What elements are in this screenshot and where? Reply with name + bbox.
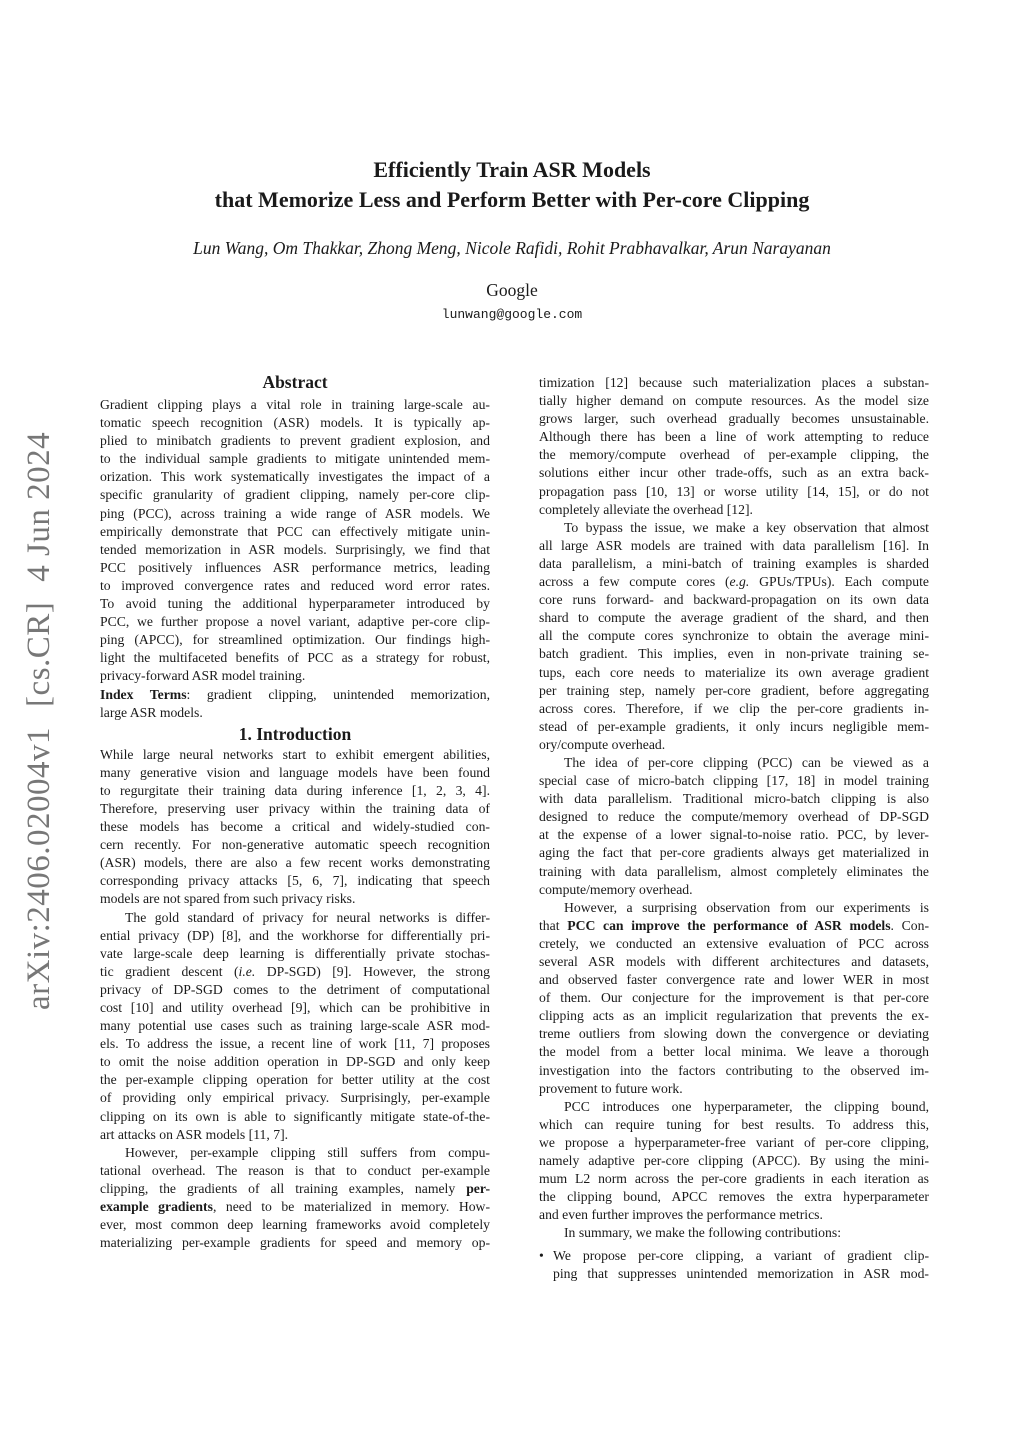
- text-line: cern recently. For non-generative automatic speech recognition: [100, 837, 490, 853]
- text-line: propagation pass [10, 13] or worse utility [14, 15], or do not: [539, 483, 929, 499]
- text-line: with data parallelism. Traditional micro-batch clipping is also: [539, 791, 929, 807]
- contribution-bullet: [539, 1247, 929, 1283]
- arxiv-stamp: [18, 410, 60, 1010]
- index-terms-cont: large ASR models.: [100, 704, 203, 720]
- text-line: the per-example clipping operation for better utility at the cost: [100, 1072, 490, 1088]
- text-line: PCC introduces one hyperparameter, the clipping bound,: [564, 1098, 929, 1114]
- text-line: aging the fact that per-core gradients always get materialized in: [539, 845, 929, 861]
- text-line: core runs forward- and backward-propagation on its own data: [539, 592, 929, 608]
- text-line: art attacks on ASR models [11, 7].: [100, 1126, 289, 1142]
- text-line: Therefore, preserving user privacy within the training data of: [100, 800, 490, 816]
- text-line: grows larger, such overhead gradually becomes unsustainable.: [539, 411, 929, 427]
- abstract-line: tended memorization in ASR models. Surprisingly, we find that: [100, 541, 490, 557]
- text-line: However, a surprising observation from our experiments is: [564, 899, 929, 915]
- text-line: mum L2 norm across the per-core gradients in each iteration as: [539, 1171, 929, 1187]
- text-line: of them. Our conjecture for the improvement is that per-core: [539, 990, 929, 1006]
- abstract-line: specific granularity of gradient clipping, namely per-core clip-: [100, 487, 490, 503]
- right-column: [539, 374, 929, 1283]
- text-line: ping that suppresses unintended memorization in ASR mod-: [553, 1265, 929, 1281]
- abstract-line: tomatic speech recognition (ASR) models. It is typically ap-: [100, 415, 490, 431]
- bullet-icon: •: [539, 1247, 544, 1263]
- text-line: many potential use cases such as training large-scale ASR mod-: [100, 1018, 490, 1034]
- text-line: clipping, the gradients of all training examples, namely per-: [100, 1180, 490, 1196]
- text-line: data parallelism, a mini-batch of training examples is sharded: [539, 555, 929, 571]
- text-line: to regurgitate their training data during inference [1, 2, 3, 4].: [100, 782, 490, 798]
- abstract-line: Gradient clipping plays a vital role in training large-scale au-: [100, 397, 490, 412]
- text-line: To bypass the issue, we make a key observation that almost: [564, 519, 929, 535]
- arxiv-id: arXiv:2406.02004v1: [21, 726, 57, 1010]
- text-line: clipping on its own is able to significantly mitigate state-of-the-: [100, 1108, 490, 1124]
- text-line: across a few compute cores (e.g. GPUs/TPUs). Each compute: [539, 574, 929, 590]
- text-line: cost [10] and utility overhead [9], which can be prohibitive in: [100, 1000, 490, 1015]
- text-line: corresponding privacy attacks [5, 6, 7], indicating that speech: [100, 873, 490, 889]
- text-line: materializing per-example gradients for speed and memory op-: [100, 1235, 490, 1251]
- text-line: tational overhead. The reason is that to conduct per-example: [100, 1162, 490, 1178]
- abstract-line: ping (PCC), across training a wide range of ASR models. We: [100, 505, 490, 521]
- text-line: across cores. Therefore, if we clip the per-core gradients in-: [539, 700, 929, 716]
- text-line: the memory/compute overhead of per-example clipping, the: [539, 447, 929, 463]
- text-line: treme outliers from slowing down the convergence or deviating: [539, 1026, 929, 1042]
- left-column: [100, 370, 490, 1252]
- text-line: (ASR) models, there are also a few recent works demonstrating: [100, 855, 490, 871]
- text-line: clipping acts as an implicit regularization that prevents the ex-: [539, 1008, 929, 1024]
- text-line: all large ASR models are trained with data parallelism [16]. In: [539, 537, 929, 553]
- text-line: solutions either incur other trade-offs, such as an extra back-: [539, 465, 929, 481]
- text-line: Although there has been a line of work attempting to reduce: [539, 429, 929, 445]
- text-line: tups, each core needs to materialize its own average gradient: [539, 664, 929, 680]
- affiliation: Google: [486, 280, 538, 300]
- text-line: these models has become a critical and widely-studied con-: [100, 819, 490, 835]
- paper-title: [100, 155, 924, 215]
- intro-body: [100, 746, 490, 1253]
- text-line: ory/compute overhead.: [539, 736, 666, 752]
- text-line: at the expense of a lower signal-to-noise ratio. PCC, by lever-: [539, 827, 929, 843]
- text-line: we propose a hyperparameter-free variant of per-core clipping,: [539, 1134, 929, 1150]
- abstract-line: empirically demonstrate that PCC can effectively mitigate unin-: [100, 523, 490, 539]
- abstract-line: orization. This work systematically investigates the impact of a: [100, 469, 490, 485]
- text-line: that PCC can improve the performance of ASR models. Con-: [539, 917, 930, 933]
- text-line: namely adaptive per-core clipping (APCC). By using the mini-: [539, 1153, 929, 1169]
- text-line: The gold standard of privacy for neural networks is differ-: [125, 909, 490, 925]
- text-line: designed to reduce the compute/memory overhead of DP-SGD: [539, 809, 929, 825]
- text-line: training with data parallelism, almost completely eliminates the: [539, 863, 929, 879]
- author-email: lunwang@google.com: [441, 307, 583, 322]
- text-line: ever, most common deep learning frameworks avoid completely: [100, 1217, 490, 1233]
- abstract-line: to improved convergence rates and reduced word error rates.: [100, 577, 490, 593]
- author-list: Lun Wang, Om Thakkar, Zhong Meng, Nicole Rafidi, Rohit Prabhavalkar, Arun Narayanan: [193, 238, 831, 258]
- text-line: the model from a better local minima. We leave a thorough: [539, 1044, 929, 1060]
- text-line: to omit the noise addition operation in DP-SGD and only keep: [100, 1054, 490, 1070]
- text-line: We propose per-core clipping, a variant of gradient clip-: [553, 1247, 929, 1263]
- text-line: While large neural networks start to exhibit emergent abilities,: [100, 746, 490, 762]
- text-line: provement to future work.: [539, 1080, 683, 1096]
- abstract-line: To avoid tuning the additional hyperparameter introduced by: [100, 596, 490, 612]
- text-line: and observed faster convergence rate and lower WER in most: [539, 972, 929, 988]
- text-line: per training step, namely per-core gradient, before aggregating: [539, 682, 929, 698]
- abstract-line: to the individual sample gradients to mitigate unintended mem-: [100, 451, 490, 467]
- abstract-line: PCC positively influences ASR performance metrics, leading: [100, 559, 490, 575]
- text-line: tic gradient descent (i.e. DP-SGD) [9]. However, the strong: [100, 963, 490, 979]
- text-line: of providing only empirical privacy. Surprisingly, per-example: [100, 1090, 490, 1106]
- text-line: many generative vision and language models have been found: [100, 764, 490, 780]
- text-line: batch gradient. This implies, even in non-private training se-: [539, 646, 929, 662]
- abstract-body: [100, 396, 490, 722]
- text-line: example gradients, need to be materialized in memory. How-: [100, 1199, 490, 1215]
- text-line: els. To address the issue, a recent line of work [11, 7] proposes: [100, 1036, 490, 1052]
- index-terms: Index Terms: gradient clipping, unintended memorization,: [100, 686, 490, 702]
- text-line: ential privacy (DP) [8], and the workhorse for differentially pri-: [100, 927, 490, 943]
- index-terms-label: Index Terms: [100, 686, 187, 702]
- text-line: cretely, we conducted an extensive evaluation of PCC across: [539, 935, 929, 951]
- text-line: vate large-scale deep learning is differentially private stochas-: [100, 945, 490, 961]
- text-line: shard to compute the average gradient of the shard, and then: [539, 610, 929, 626]
- text-line: The idea of per-core clipping (PCC) can be viewed as a: [564, 754, 929, 770]
- text-line: stead of per-example gradients, it only incurs negligible mem-: [539, 718, 929, 734]
- text-line: all the compute cores synchronize to obtain the average mini-: [539, 628, 929, 644]
- abstract-line: PCC, we further propose a novel variant, adaptive per-core clip-: [100, 614, 490, 630]
- title-line-2: that Memorize Less and Perform Better with Per-core Clipping: [214, 187, 810, 212]
- text-line: the clipping bound, APCC removes the extra hyperparameter: [539, 1189, 929, 1205]
- text-line: timization [12] because such materialization places a substan-: [539, 375, 929, 390]
- text-line: tially higher demand on compute resources. As the model size: [539, 393, 929, 409]
- text-line: special case of micro-batch clipping [17, 18] in model training: [539, 773, 929, 789]
- abstract-line: ping (APCC), for streamlined optimization. Our findings high-: [100, 632, 490, 648]
- text-line: completely alleviate the overhead [12].: [539, 501, 753, 517]
- text-line: privacy of DP-SGD comes to the detriment of computational: [100, 981, 490, 997]
- text-line: models are not spared from such privacy risks.: [100, 891, 356, 907]
- abstract-heading: Abstract: [262, 372, 328, 392]
- text-line: investigation into the factors contributing to the observed im-: [539, 1062, 929, 1078]
- title-line-1: Efficiently Train ASR Models: [373, 157, 651, 182]
- text-line: and even further improves the performance metrics.: [539, 1207, 823, 1223]
- abstract-line: light the multifaceted benefits of PCC as a strategy for robust,: [100, 650, 490, 666]
- text-line: compute/memory overhead.: [539, 881, 693, 897]
- arxiv-date: 4 Jun 2024: [21, 431, 57, 582]
- text-line: In summary, we make the following contributions:: [564, 1225, 841, 1241]
- arxiv-category: [cs.CR]: [21, 601, 57, 707]
- text-line: several ASR models with different architectures and datasets,: [539, 954, 929, 969]
- intro-heading: 1. Introduction: [238, 723, 352, 744]
- text-line: which can require tuning for best results. To address this,: [539, 1116, 929, 1132]
- text-line: However, per-example clipping still suffers from compu-: [125, 1144, 490, 1160]
- abstract-line: plied to minibatch gradients to prevent gradient explosion, and: [100, 433, 490, 449]
- abstract-line: privacy-forward ASR model training.: [100, 668, 306, 684]
